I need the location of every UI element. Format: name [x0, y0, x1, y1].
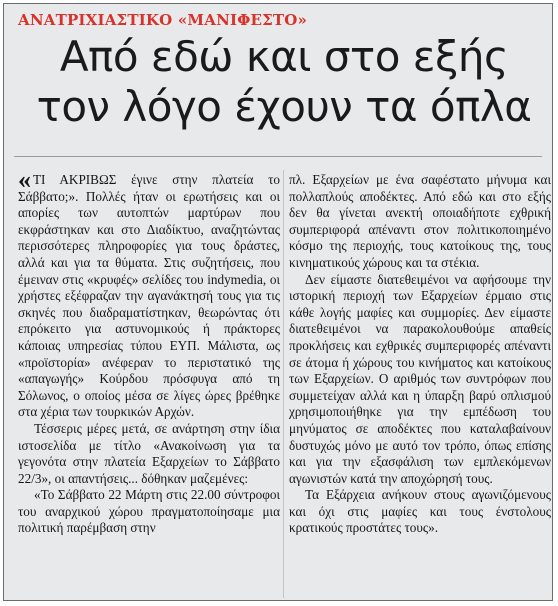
headline-divider — [14, 156, 542, 157]
headline-line-1: Από εδώ και στο εξής — [59, 32, 509, 81]
right-paragraph-2: Δεν είμαστε διατεθειμένοι να αφήσουμε την ιστορική περιοχή των Εξαρχείων έρμαιο στις κάθε λογής μαφίες και συμμορίες. Δεν είμαστε διατεθειμένοι να παρακολουθούμε απαθείς προκλήσεις και εχθρικές συμπεριφορές απέναντι σε άτομα ή χώρους του κινήματος και κατοίκους των Εξαρχείων. Ο αριθμός των συντρόφων που συμμετείχαν αλλά και η ύπαρξη βαρύ οπλισμού χρησιμοποιήθηκε για την εμπέδωση του μηνύματος σε αποδέκτες που καταλαβαίνουν δυστυχώς μόνο με αυτό τον τρόπο, όπως επίσης και για την εξασφάλιση των εμπλεκόμενων αγωνιστών κατά την αποχώρησή τους. — [289, 271, 551, 486]
headline — [14, 32, 554, 132]
right-paragraph-3: Τα Εξάρχεια ανήκουν στους αγωνιζόμενους και όχι στις μαφίες και τους ένστολους κρατικούς προστάτες τους». — [289, 487, 551, 536]
right-paragraph-1: πλ. Εξαρχείων με ένα σαφέστατο μήνυμα και πολλαπλούς αποδέκτες. Από εδώ και στο εξής δεν θα γίνεται ανεκτή οποιαδήποτε εχθρική συμπεριφορά απέναντι στον πολιτικοποιημένο κόσμο της περιοχής, τους κατοίκους της, τους κινηματικούς χώρους και τα στέκια. — [289, 172, 551, 270]
right-column — [289, 172, 551, 537]
opening-quote-mark: « — [18, 165, 31, 194]
kicker-label: ΑΝΑΤΡΙΧΙΑΣΤΙΚΟ «ΜΑΝΙΦΕΣΤΟ» — [18, 11, 308, 29]
left-paragraph-3: «Το Σάββατο 22 Μάρτη στις 22.00 σύντροφοι του αναρχικού χώρου πραγματοποίησαμε μια πολιτική παρέμβαση στην — [18, 487, 280, 536]
left-column — [18, 165, 280, 537]
headline-line-2: τον λόγο έχουν τα όπλα — [36, 82, 532, 131]
column-gutter — [283, 170, 284, 598]
left-paragraph-2: Τέσσερις μέρες μετά, σε ανάρτηση στην ίδια ιστοσελίδα με τίτλο «Ανακοίνωση για τα γεγονότα στην πλατεία Εξαρχείων το Σάββατο 22/3», οι απαντήσεις... δόθηκαν μαζεμένες: — [18, 420, 280, 486]
left-paragraph-1 — [18, 165, 280, 421]
newspaper-clipping — [3, 3, 553, 601]
left-paragraph-1-text: ΤΙ ΑΚΡΙΒΩΣ έγινε στην πλατεία το Σάββατο;». Πολλές ήταν οι ερωτήσεις και οι απορίες των αυτοπτών μαρτύρων που εκφράστηκαν και στο Διαδίκτυο, αναζητώντας περισσότερες πληροφορίες για τους δράστες, αλλά και για τα θύματα. Στις συζητήσεις, που έμειναν στις «κρυφές» σελίδες του indymedia, οι χρήστες εξέφραζαν την αγανάκτησή τους για τις σκηνές που διαδραματίστηκαν, θεωρώντας ότι επρόκειτο για αστυνομικούς ή πράκτορες κάποιας υπηρεσίας τύπου ΕΥΠ. Μάλιστα, ως «προϊστορία» ανέφεραν το περιστατικό της «απαγωγής» Κούρδου πρόσφυγα από τη Σόλωνος, ο οποίος μέσα σε λίγες ώρες βρέθηκε στα χέρια των τουρκικών Αρχών. — [18, 172, 280, 420]
